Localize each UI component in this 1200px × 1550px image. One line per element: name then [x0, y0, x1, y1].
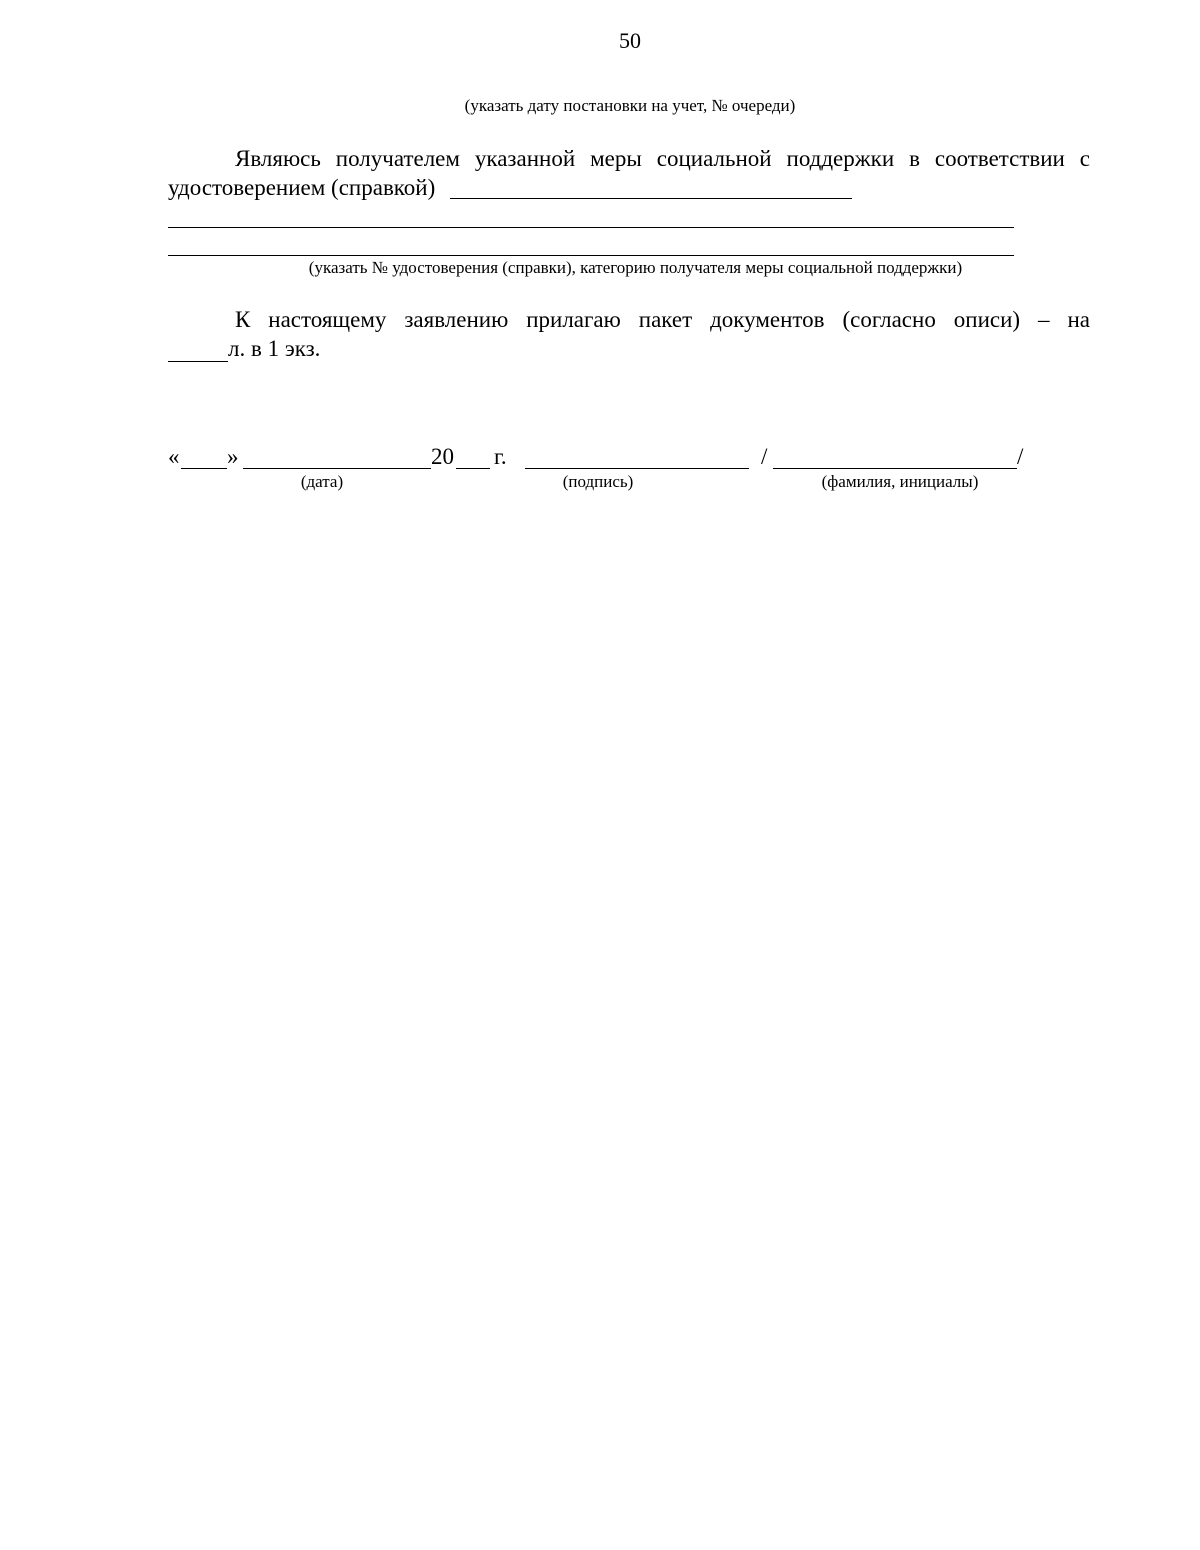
year-prefix: 20 [431, 444, 454, 469]
name-fill-line[interactable] [773, 468, 1017, 469]
month-fill-line[interactable] [243, 468, 431, 469]
day-fill-line[interactable] [181, 468, 227, 469]
page-number: 50 [619, 28, 641, 53]
recipient-statement-line2: удостоверением (справкой) [168, 175, 436, 200]
name-slash-right: / [1017, 444, 1024, 469]
caption-certificate-details: (указать № удостоверения (справки), категорию получателя меры социальной поддержки) [308, 258, 963, 277]
name-slash-left: / [761, 444, 768, 469]
attachments-statement-line1: К настоящему заявлению прилагаю пакет документов (согласно описи) – на [235, 307, 1090, 332]
caption-registration-date: (указать дату постановки на учет, № очереди) [464, 96, 796, 115]
signature-caption: (подпись) [562, 472, 634, 491]
sheet-count-fill-line[interactable] [168, 361, 228, 362]
certificate-fill-line-1[interactable] [450, 198, 852, 199]
recipient-statement-line1: Являюсь получателем указанной меры социальной поддержки в соответствии с [235, 146, 1090, 171]
date-close-quote: » [227, 444, 239, 469]
year-fill-line[interactable] [456, 468, 490, 469]
signature-fill-line[interactable] [525, 468, 749, 469]
attachments-statement-line2: л. в 1 экз. [228, 336, 321, 361]
certificate-fill-line-3[interactable] [168, 255, 1014, 256]
date-caption: (дата) [300, 472, 344, 491]
certificate-fill-line-2[interactable] [168, 227, 1014, 228]
year-suffix: г. [494, 444, 507, 469]
name-caption: (фамилия, инициалы) [821, 472, 979, 491]
date-open-quote: « [168, 444, 180, 469]
